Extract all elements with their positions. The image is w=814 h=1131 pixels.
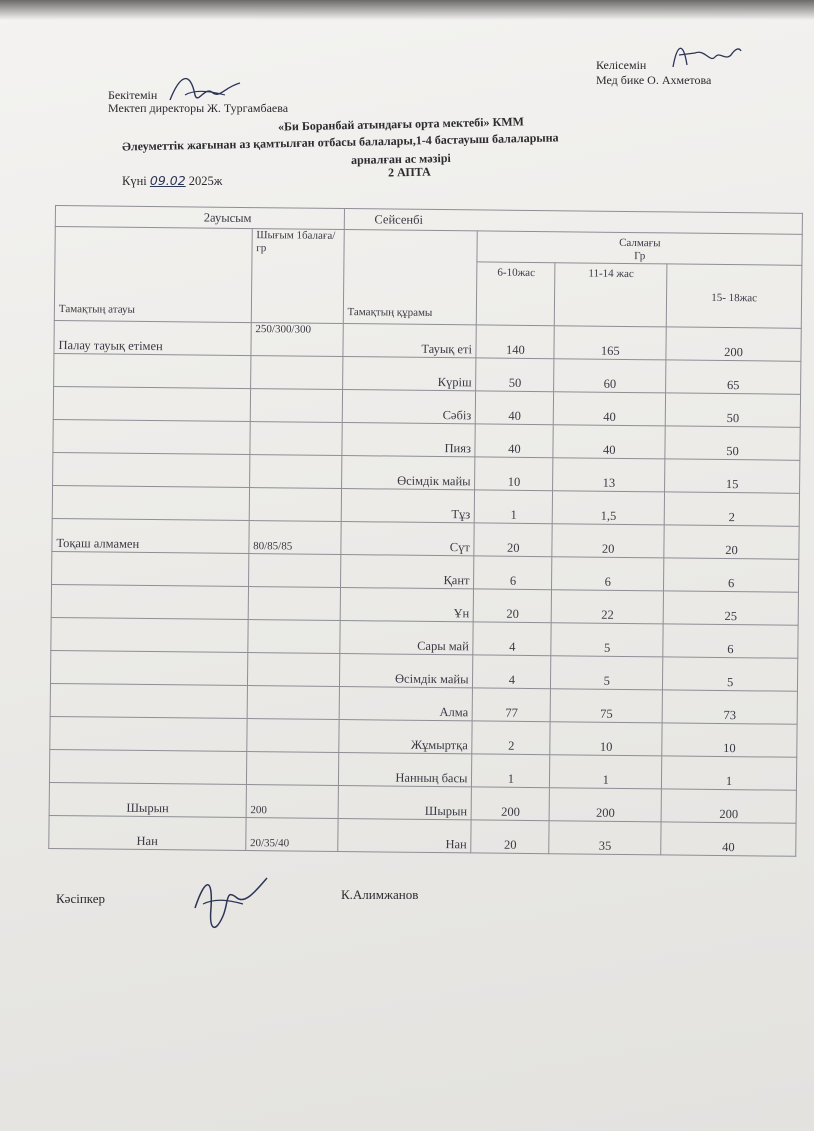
director-line: Мектеп директоры Ж. Тургамбаева: [108, 101, 289, 115]
ingredient-cell: Пияз: [342, 423, 476, 457]
entrepreneur-signature: [185, 868, 275, 940]
qty-6-10-cell: 6: [474, 556, 552, 590]
qty-6-10-cell: 4: [473, 622, 551, 656]
weight-header: [477, 231, 802, 265]
qty-11-14-cell: 40: [554, 392, 666, 426]
qty-6-10-cell: 77: [473, 688, 551, 722]
qty-15-18-cell: 40: [661, 822, 796, 856]
yield-cell: [250, 389, 342, 423]
dish-cell: Шырын: [49, 782, 246, 817]
qty-11-14-cell: 1,5: [553, 491, 665, 525]
age-col-2: 11-14 жас: [555, 263, 667, 327]
yield-cell: [248, 620, 340, 654]
qty-15-18-cell: 25: [663, 591, 798, 625]
qty-11-14-cell: 22: [552, 590, 664, 624]
date-value: 09.02: [149, 173, 186, 188]
qty-15-18-cell: 6: [663, 624, 798, 658]
qty-15-18-cell: 2: [664, 492, 799, 526]
weight-unit: Гр: [634, 250, 646, 263]
day-cell: Сейсенбі: [344, 209, 803, 235]
ingredient-cell: Сүт: [340, 522, 474, 556]
ingredient-cell: Нанның басы: [338, 752, 472, 786]
dish-cell: [50, 716, 247, 751]
yield-cell: [250, 422, 342, 456]
qty-15-18-cell: 73: [662, 690, 797, 724]
table-weight-row: [55, 227, 802, 266]
yield-cell: [249, 455, 341, 489]
menu-title-2: арналған ас мәзірі: [350, 150, 451, 168]
yield-cell: 80/85/85: [249, 521, 341, 555]
composition-header: Тамақтың құрамы: [343, 230, 478, 325]
dish-cell: [54, 353, 251, 388]
qty-6-10-cell: 1: [475, 490, 553, 524]
week-label: 2 АПТА: [387, 164, 431, 180]
ingredient-cell: Өсімдік майы: [341, 456, 475, 490]
ingredient-cell: Сары май: [339, 621, 473, 655]
ingredient-cell: Жұмыртқа: [338, 719, 472, 753]
entrepreneur-name: К.Алимжанов: [341, 887, 419, 902]
ingredient-cell: Тұз: [341, 489, 475, 523]
qty-6-10-cell: 50: [476, 358, 554, 392]
ingredient-cell: Күріш: [342, 357, 476, 391]
qty-11-14-cell: 75: [550, 689, 662, 723]
dish-header: Тамақтың атауы: [54, 227, 252, 323]
qty-15-18-cell: 10: [662, 723, 797, 757]
qty-6-10-cell: 1: [472, 754, 550, 788]
ingredient-cell: Алма: [339, 687, 473, 721]
qty-11-14-cell: 60: [554, 359, 666, 393]
qty-15-18-cell: 5: [663, 657, 798, 691]
yield-cell: [249, 488, 341, 522]
date-year: 2025ж: [188, 174, 223, 188]
approved-word: Бекітемін: [108, 88, 158, 102]
dish-cell: Тоқаш алмамен: [52, 518, 249, 553]
director-signature: [165, 65, 250, 110]
agreed-word: Келісемін: [596, 58, 647, 72]
qty-15-18-cell: 15: [665, 459, 800, 493]
qty-15-18-cell: 50: [665, 393, 800, 427]
dish-cell: [53, 452, 250, 487]
entrepreneur-label: Кәсіпкер: [56, 891, 106, 906]
yield-header: Шығым 1балаға/гр: [251, 229, 344, 324]
qty-11-14-cell: 20: [552, 524, 664, 558]
ingredient-cell: Нан: [337, 818, 471, 852]
dish-cell: [53, 419, 250, 454]
qty-11-14-cell: 5: [551, 623, 663, 657]
yield-cell: [247, 653, 339, 687]
qty-6-10-cell: 40: [475, 424, 553, 458]
qty-15-18-cell: 20: [664, 525, 799, 559]
qty-15-18-cell: 6: [664, 558, 799, 592]
ingredient-cell: Сәбіз: [342, 390, 476, 424]
qty-11-14-cell: 10: [550, 722, 662, 756]
nurse-signature: [665, 35, 745, 75]
qty-6-10-cell: 10: [475, 457, 553, 491]
date-line: [122, 174, 222, 188]
dish-cell: [52, 551, 249, 586]
qty-15-18-cell: 50: [665, 426, 800, 460]
qty-15-18-cell: 65: [666, 360, 801, 394]
yield-cell: [246, 752, 338, 786]
dish-cell: Палау тауық етімен: [54, 320, 251, 355]
nurse-line: Мед бике О. Ахметова: [596, 73, 712, 87]
qty-6-10-cell: 140: [476, 325, 554, 359]
dish-cell: [49, 749, 246, 784]
qty-6-10-cell: 20: [474, 589, 552, 623]
yield-cell: 250/300/300: [251, 323, 343, 357]
dish-cell: Нан: [49, 815, 246, 850]
qty-15-18-cell: 1: [662, 756, 797, 790]
weight-title: Салмағы: [619, 236, 661, 250]
dish-cell: [50, 683, 247, 718]
school-name: «Би Боранбай атындағы орта мектебі» КММ: [277, 114, 525, 134]
qty-6-10-cell: 2: [472, 721, 550, 755]
yield-cell: [248, 587, 340, 621]
qty-15-18-cell: 200: [666, 327, 801, 361]
menu-title: Әлеуметтік жағынан аз қамтылған отбасы балалары,1-4 бастауыш балаларына: [121, 130, 559, 154]
age-col-1: 6-10жас: [477, 262, 556, 326]
yield-cell: [246, 719, 338, 753]
menu-table: [48, 205, 803, 857]
yield-cell: [248, 554, 340, 588]
qty-6-10-cell: 200: [472, 787, 550, 821]
ingredient-cell: Тауық еті: [343, 324, 477, 358]
ingredient-cell: Шырын: [338, 785, 472, 819]
qty-15-18-cell: 200: [661, 789, 796, 823]
dish-cell: [52, 485, 249, 520]
yield-cell: [247, 686, 339, 720]
qty-6-10-cell: 20: [474, 523, 552, 557]
qty-6-10-cell: 40: [476, 391, 554, 425]
ingredient-cell: Қант: [340, 555, 474, 589]
qty-6-10-cell: 4: [473, 655, 551, 689]
ingredient-cell: Ұн: [340, 588, 474, 622]
dish-cell: [53, 386, 250, 421]
yield-cell: 20/35/40: [245, 818, 337, 852]
dish-cell: [51, 584, 248, 619]
ingredient-cell: Өсімдік майы: [339, 654, 473, 688]
qty-11-14-cell: 1: [550, 755, 662, 789]
qty-11-14-cell: 165: [554, 326, 666, 360]
qty-11-14-cell: 13: [553, 458, 665, 492]
dish-cell: [51, 617, 248, 652]
qty-11-14-cell: 6: [552, 557, 664, 591]
qty-11-14-cell: 40: [553, 425, 665, 459]
date-label: Күні: [122, 174, 147, 188]
menu-rows: [49, 320, 801, 856]
dish-cell: [50, 650, 247, 685]
age-col-3: 15- 18жас: [666, 264, 801, 328]
qty-11-14-cell: 35: [549, 821, 661, 855]
yield-cell: [250, 356, 342, 390]
qty-11-14-cell: 5: [551, 656, 663, 690]
page-shadow: [0, 0, 814, 20]
yield-cell: 200: [246, 785, 338, 819]
qty-6-10-cell: 20: [471, 820, 549, 854]
shift-cell: 2ауысым: [55, 206, 344, 230]
qty-11-14-cell: 200: [549, 788, 661, 822]
